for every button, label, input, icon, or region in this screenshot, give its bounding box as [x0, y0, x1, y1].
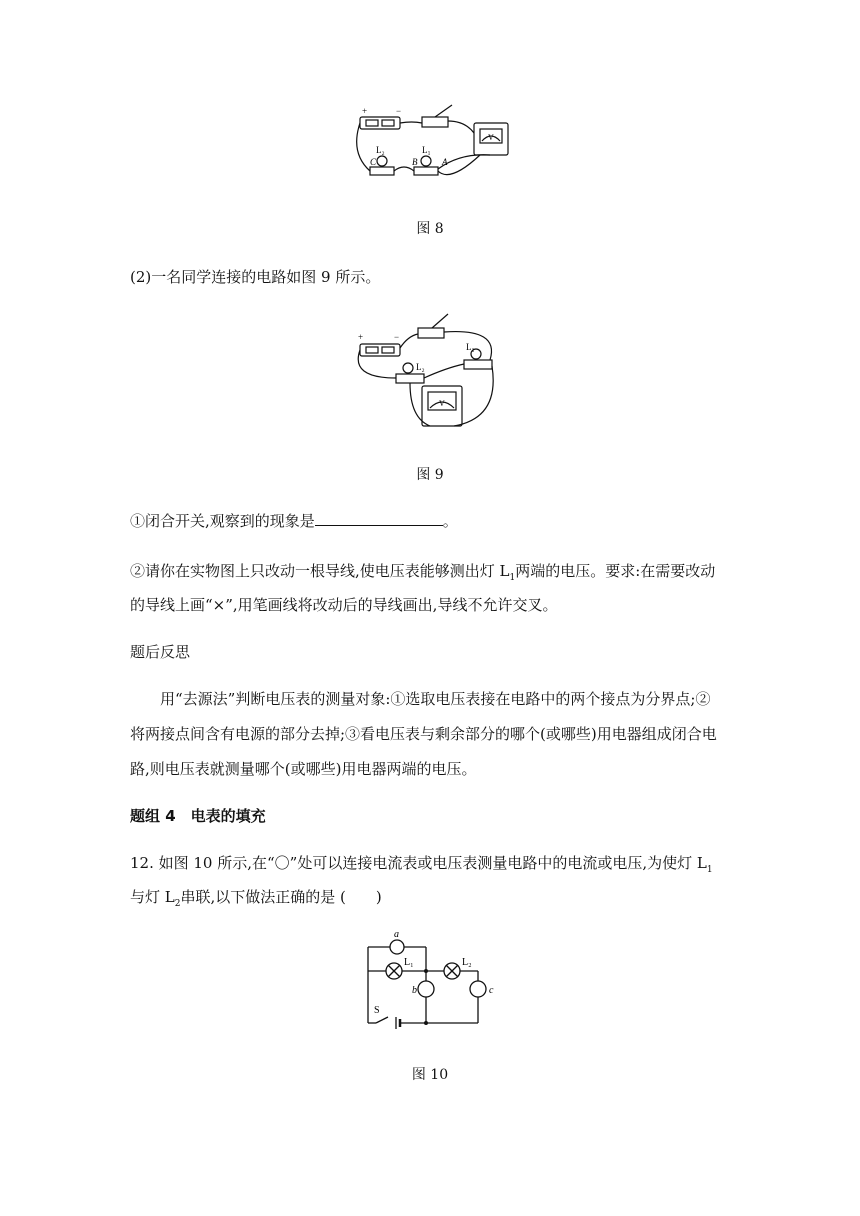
fig10-l2: L₂: [462, 957, 472, 968]
q2-1-end: 。: [442, 512, 458, 530]
figure-10-caption: 图 10: [411, 1067, 449, 1083]
lamp-l1: [421, 156, 431, 166]
question-2-intro: (2)一名同学连接的电路如图 9 所示。: [130, 268, 381, 286]
reflection-title: 题后反思: [130, 643, 191, 661]
q12-text-b: 与灯 L: [130, 888, 175, 906]
reflection-line-3: 路,则电压表就测量哪个(或哪些)用电器两端的电压。: [130, 760, 477, 778]
q12-sub1: 1: [706, 865, 713, 875]
fig8-b: B: [412, 157, 418, 167]
fig9-plus: +: [358, 332, 364, 342]
figure-8-caption: 图 8: [416, 221, 444, 237]
meter-c: [470, 981, 486, 997]
fig8-l2: L₂: [376, 145, 385, 155]
figure-10-circuit: [360, 925, 500, 1030]
q2-1-text: ①闭合开关,观察到的现象是: [130, 512, 315, 530]
q2-2-sub: 1: [509, 573, 516, 583]
fig8-minus: −: [396, 106, 402, 116]
lamp-l2: [403, 363, 413, 373]
question-2-2-line2: 的导线上画“×”,用笔画线将改动后的导线画出,导线不允许交叉。: [130, 596, 558, 614]
fig10-b: b: [412, 985, 417, 996]
figure-9-caption: 图 9: [416, 467, 444, 483]
q2-2-text-a: ②请你在实物图上只改动一根导线,使电压表能够测出灯 L: [130, 562, 510, 580]
answer-blank[interactable]: [315, 511, 443, 526]
lamp-base-l1: [414, 167, 438, 175]
fig10-a: a: [394, 929, 399, 940]
q12-text-a: 12. 如图 10 所示,在“〇”处可以连接电流表或电压表测量电路中的电流或电压,为使灯 L: [130, 854, 707, 872]
fig9-l2: L₂: [416, 362, 425, 372]
fig9-v: V: [439, 399, 445, 408]
q12-sub2: 2: [174, 899, 181, 909]
meter-b: [418, 981, 434, 997]
fig10-l1: L₁: [404, 957, 414, 968]
fig8-l1: L₁: [422, 145, 431, 155]
figure-9-circuit: [350, 308, 515, 438]
question-12-line2: [130, 886, 382, 909]
q12-text-c: 串联,以下做法正确的是 ( ): [180, 888, 382, 906]
fig10-s: S: [374, 1005, 380, 1016]
lamp-base-l2: [370, 167, 394, 175]
switch: [422, 117, 448, 127]
fig8-a: A: [442, 157, 448, 167]
lamp-base-l1: [464, 360, 492, 369]
lamp-l2: [377, 156, 387, 166]
question-12-line1: [130, 852, 713, 875]
q2-2-text-b: 两端的电压。要求:在需要改动: [515, 562, 716, 580]
reflection-line-1: 用“去源法”判断电压表的测量对象:①选取电压表接在电路中的两个接点为分界点;②: [160, 690, 711, 708]
lamp-base-l2: [396, 374, 424, 383]
fig8-plus: +: [362, 106, 368, 116]
question-2-2-line1: [130, 560, 715, 583]
question-2-1: [130, 510, 458, 531]
fig10-c: c: [489, 985, 494, 996]
fig9-l1: L₁: [466, 342, 475, 352]
fig9-minus: −: [394, 332, 400, 342]
fig8-v: V: [488, 133, 494, 142]
fig8-c: C: [370, 157, 377, 167]
meter-a: [390, 940, 404, 954]
figure-8-circuit: [350, 103, 520, 188]
reflection-line-2: 将两接点间含有电源的部分去掉;③看电压表与剩余部分的哪个(或哪些)用电器组成闭合电: [130, 725, 717, 743]
switch: [418, 328, 444, 338]
group-4-title: 题组 4 电表的填充: [130, 807, 266, 825]
